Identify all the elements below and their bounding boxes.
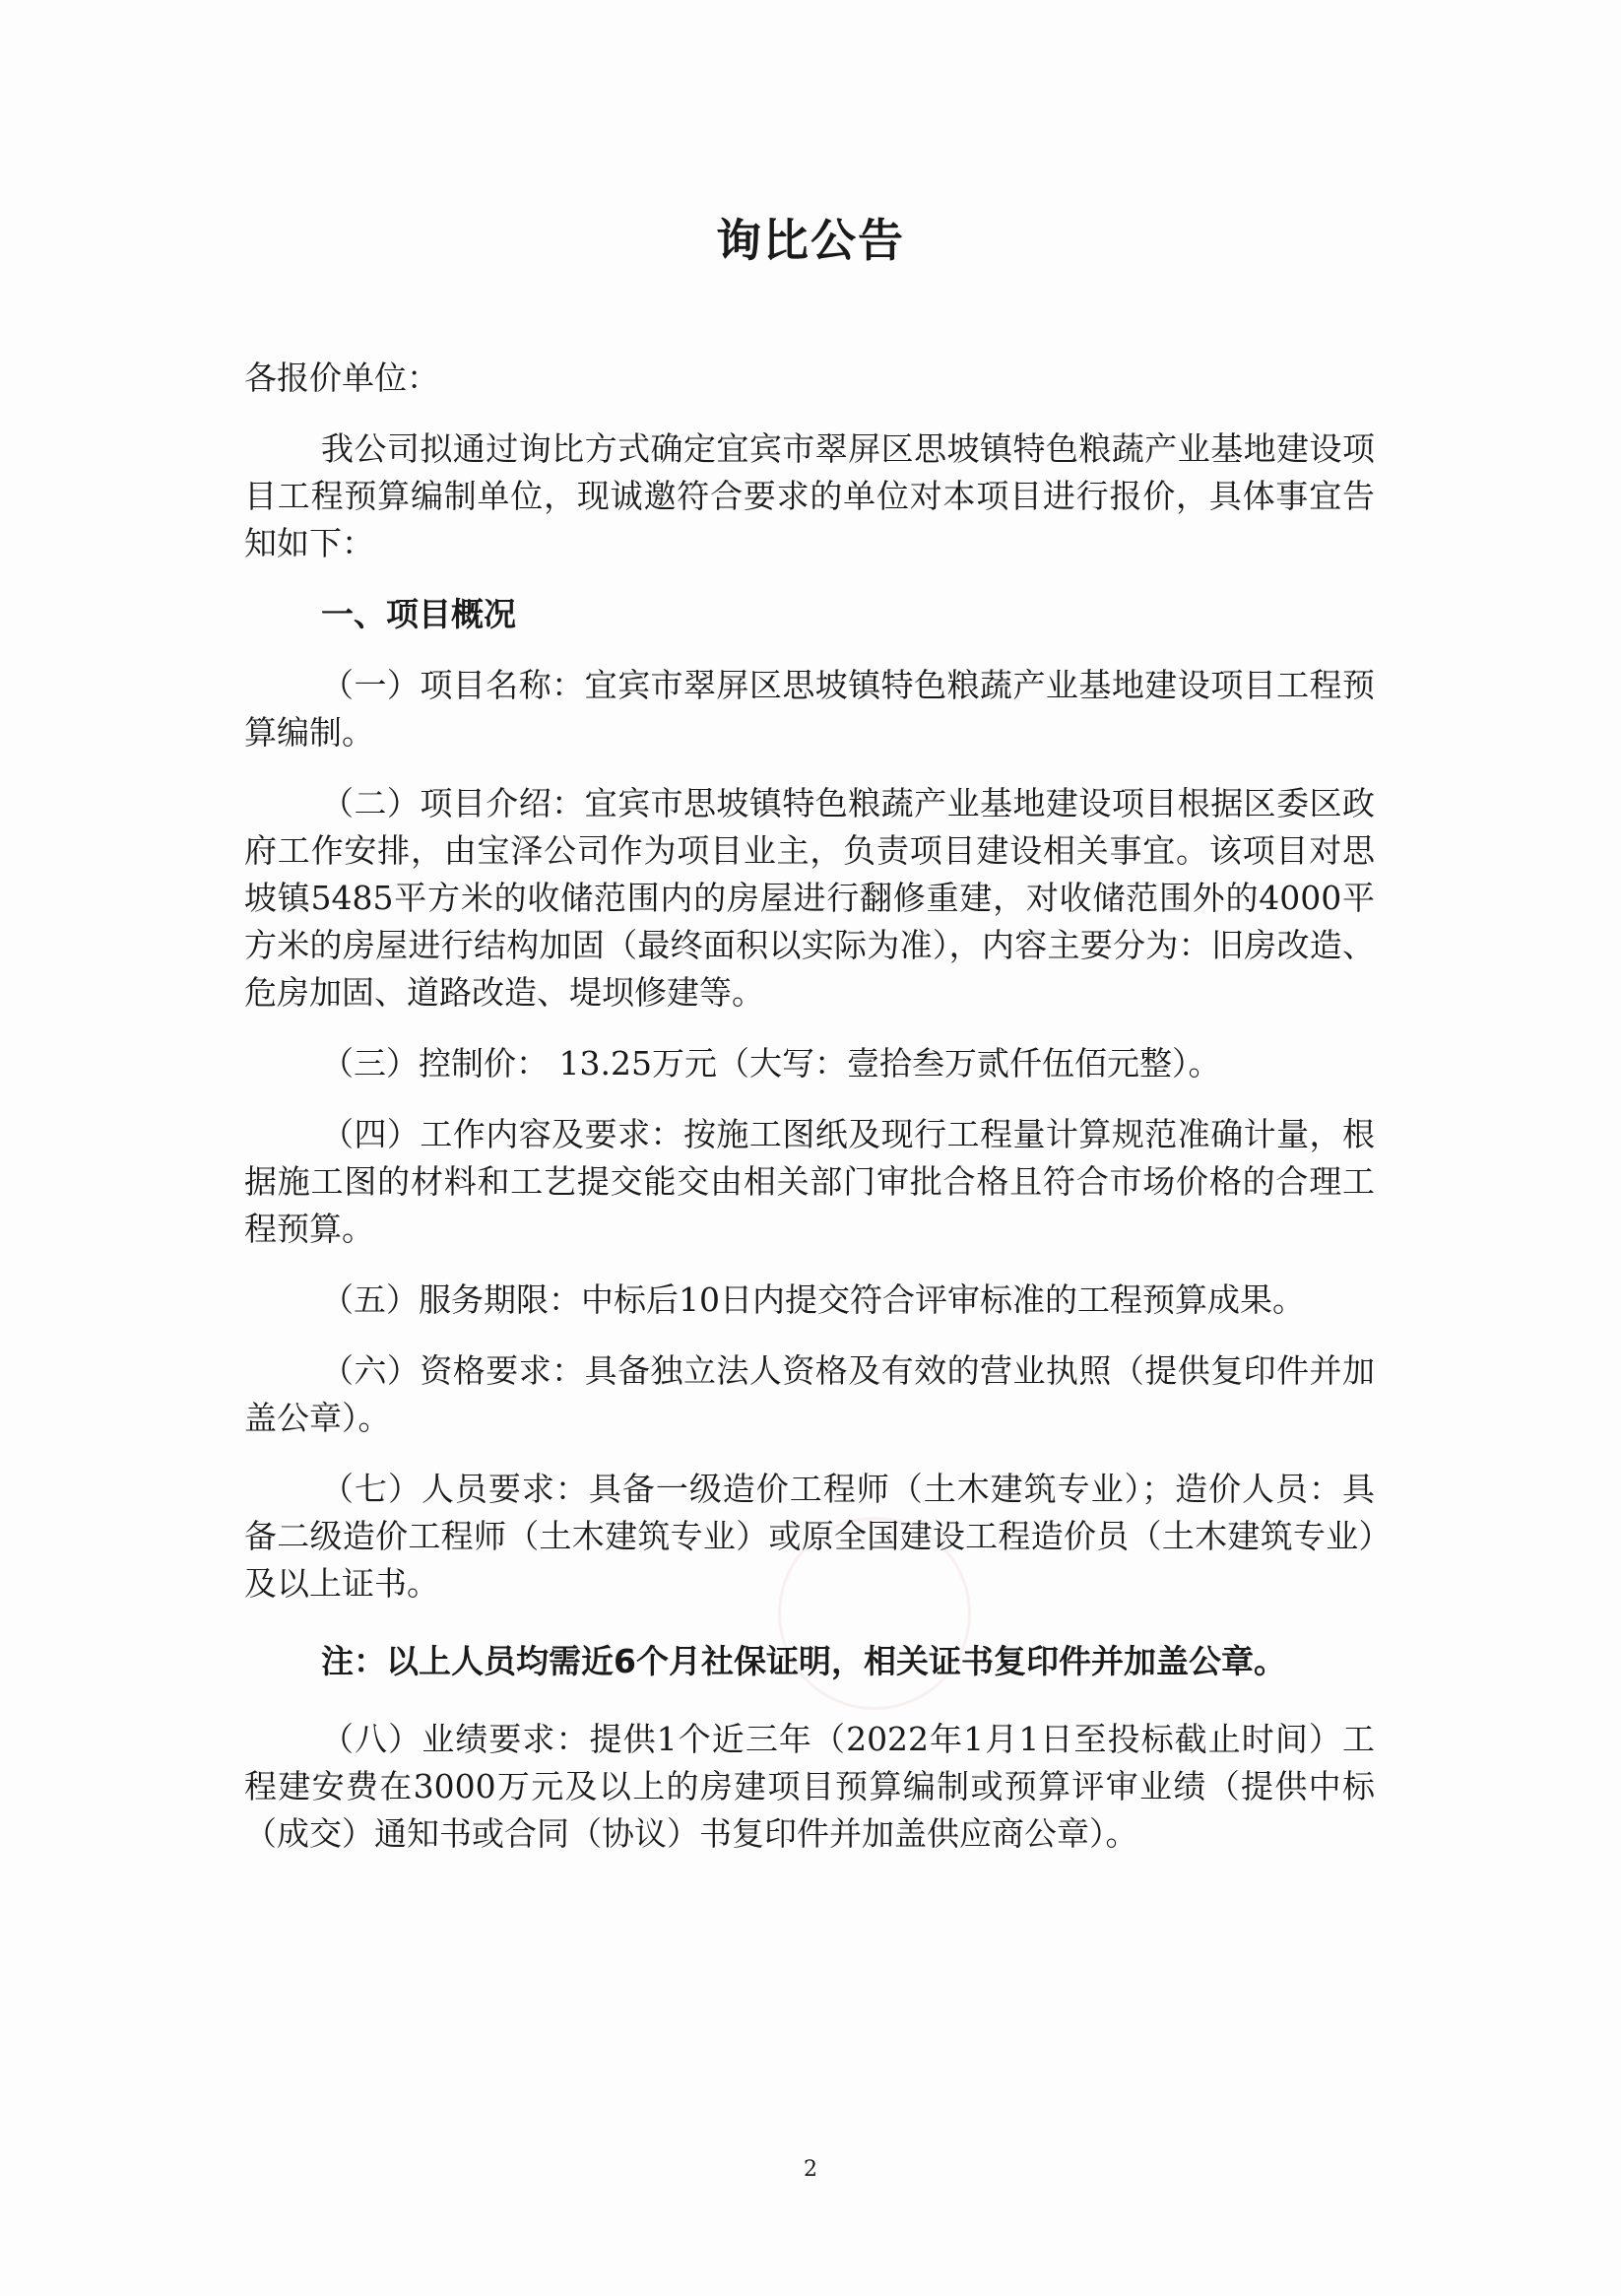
item-control-price: （三）控制价： 13.25万元（大写：壹拾叁万贰仟伍佰元整）。 [321, 1044, 1221, 1082]
note-paragraph: 注：以上人员均需近6个月社保证明，相关证书复印件并加盖公章。 [321, 1642, 1286, 1680]
item-performance: （八）业绩要求：提供1个近三年（2022年1月1日至投标截止时间）工程建安费在3000万元及以上的房建项目预算编制或预算评审业绩（提供中标（成交）通知书或合同（协议）书复印件并加盖供应商公章）。 [244, 1720, 1375, 1853]
item-qualification: （六）资格要求：具备独立法人资格及有效的营业执照（提供复印件并加盖公章）。 [244, 1351, 1375, 1437]
item-personnel: （七）人员要求：具备一级造价工程师（土木建筑专业）；造价人员：具备二级造价工程师（土木建筑专业）或原全国建设工程造价员（土木建筑专业）及以上证书。 [244, 1470, 1375, 1603]
item-service-period: （五）服务期限：中标后10日内提交符合评审标准的工程预算成果。 [321, 1280, 1305, 1319]
intro-paragraph: 我公司拟通过询比方式确定宜宾市翠屏区思坡镇特色粮蔬产业基地建设项目工程预算编制单位，现诚邀符合要求的单位对本项目进行报价，具体事宜告知如下： [244, 429, 1375, 562]
item-project-name: （一）项目名称：宜宾市翠屏区思坡镇特色粮蔬产业基地建设项目工程预算编制。 [244, 666, 1375, 752]
item-project-intro: （二）项目介绍：宜宾市思坡镇特色粮蔬产业基地建设项目根据区委区政府工作安排，由宝泽公司作为项目业主，负责项目建设相关事宜。该项目对思坡镇5485平方米的收储范围内的房屋进行翻修重建，对收储范围外的4000平方米的房屋进行结构加固（最终面积以实际为准），内容主要分为：旧房改造、危房加固、道路改造、堤坝修建等。 [244, 784, 1375, 1012]
item-work-content: （四）工作内容及要求：按施工图纸及现行工程量计算规范准确计量，根据施工图的材料和工艺提交能交由相关部门审批合格且符合市场价格的合理工程预算。 [244, 1115, 1375, 1248]
page-number: 2 [804, 2157, 817, 2182]
salutation: 各报价单位： [244, 359, 439, 397]
document-body [244, 355, 1375, 1881]
section-heading: 一、项目概况 [321, 595, 516, 633]
document-title: 询比公告 [716, 214, 905, 267]
